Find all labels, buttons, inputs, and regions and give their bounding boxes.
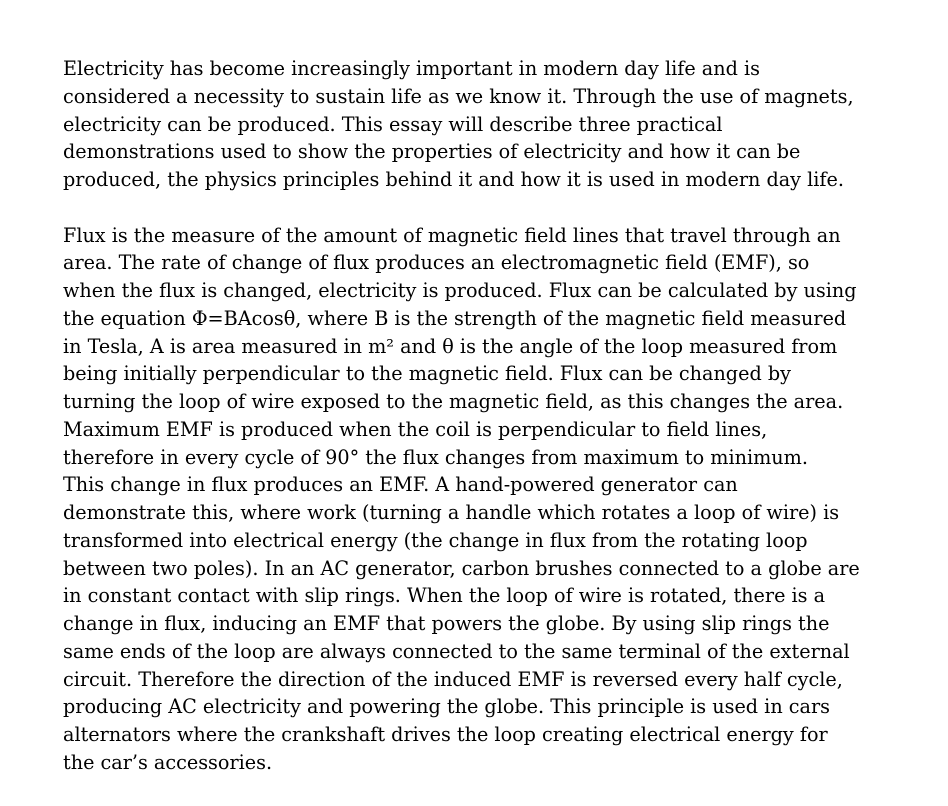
text-line: change in flux, inducing an EMF that powers the globe. By using slip rings the (63, 612, 830, 635)
text-line: producing AC electricity and powering the globe. This principle is used in cars (63, 695, 830, 719)
text-line: demonstrations used to show the properties of electricity and how it can be (63, 140, 801, 164)
text-line: This change in flux produces an EMF. A hand-powered generator can (63, 473, 738, 497)
text-line: Maximum EMF is produced when the coil is perpendicular to field lines, (63, 417, 768, 441)
text-line: in constant contact with slip rings. When the loop of wire is rotated, there is a (63, 584, 826, 608)
text-line: alternators where the crankshaft drives the loop creating electrical energy for (63, 723, 828, 746)
flux-paragraph (63, 222, 903, 777)
text-line: produced, the physics principles behind it and how it is used in modern day life. (63, 168, 844, 191)
text-line: considered a necessity to sustain life as we know it. Through the use of magnets, (63, 84, 854, 108)
text-line: electricity can be produced. This essay will describe three practical (63, 112, 723, 136)
text-line: therefore in every cycle of 90° the flux changes from maximum to minimum. (63, 445, 808, 469)
text-line: between two poles). In an AC generator, carbon brushes connected to a globe are (63, 556, 860, 580)
text-line: Electricity has become increasingly important in modern day life and is (63, 57, 760, 80)
text-line: area. The rate of change of flux produces an electromagnetic field (EMF), so (63, 251, 810, 275)
text-line: the equation Φ=BAcosθ, where B is the strength of the magnetic field measured (63, 306, 847, 330)
text-line: being initially perpendicular to the magnetic field. Flux can be changed by (63, 362, 791, 386)
intro-paragraph (63, 55, 903, 194)
text-line: the car’s accessories. (63, 750, 273, 774)
document-page (63, 55, 903, 777)
text-line: same ends of the loop are always connected to the same terminal of the external (63, 639, 850, 663)
text-line: Flux is the measure of the amount of magnetic field lines that travel through an (63, 223, 841, 247)
text-line: demonstrate this, where work (turning a handle which rotates a loop of wire) is (63, 501, 840, 524)
text-line: circuit. Therefore the direction of the induced EMF is reversed every half cycle, (63, 667, 843, 691)
text-line: transformed into electrical energy (the change in flux from the rotating loop (63, 528, 808, 552)
text-line: in Tesla, A is area measured in m² and θ is the angle of the loop measured from (63, 334, 838, 358)
text-line: when the flux is changed, electricity is produced. Flux can be calculated by using (63, 279, 857, 302)
text-line: turning the loop of wire exposed to the magnetic field, as this changes the area. (63, 390, 844, 413)
